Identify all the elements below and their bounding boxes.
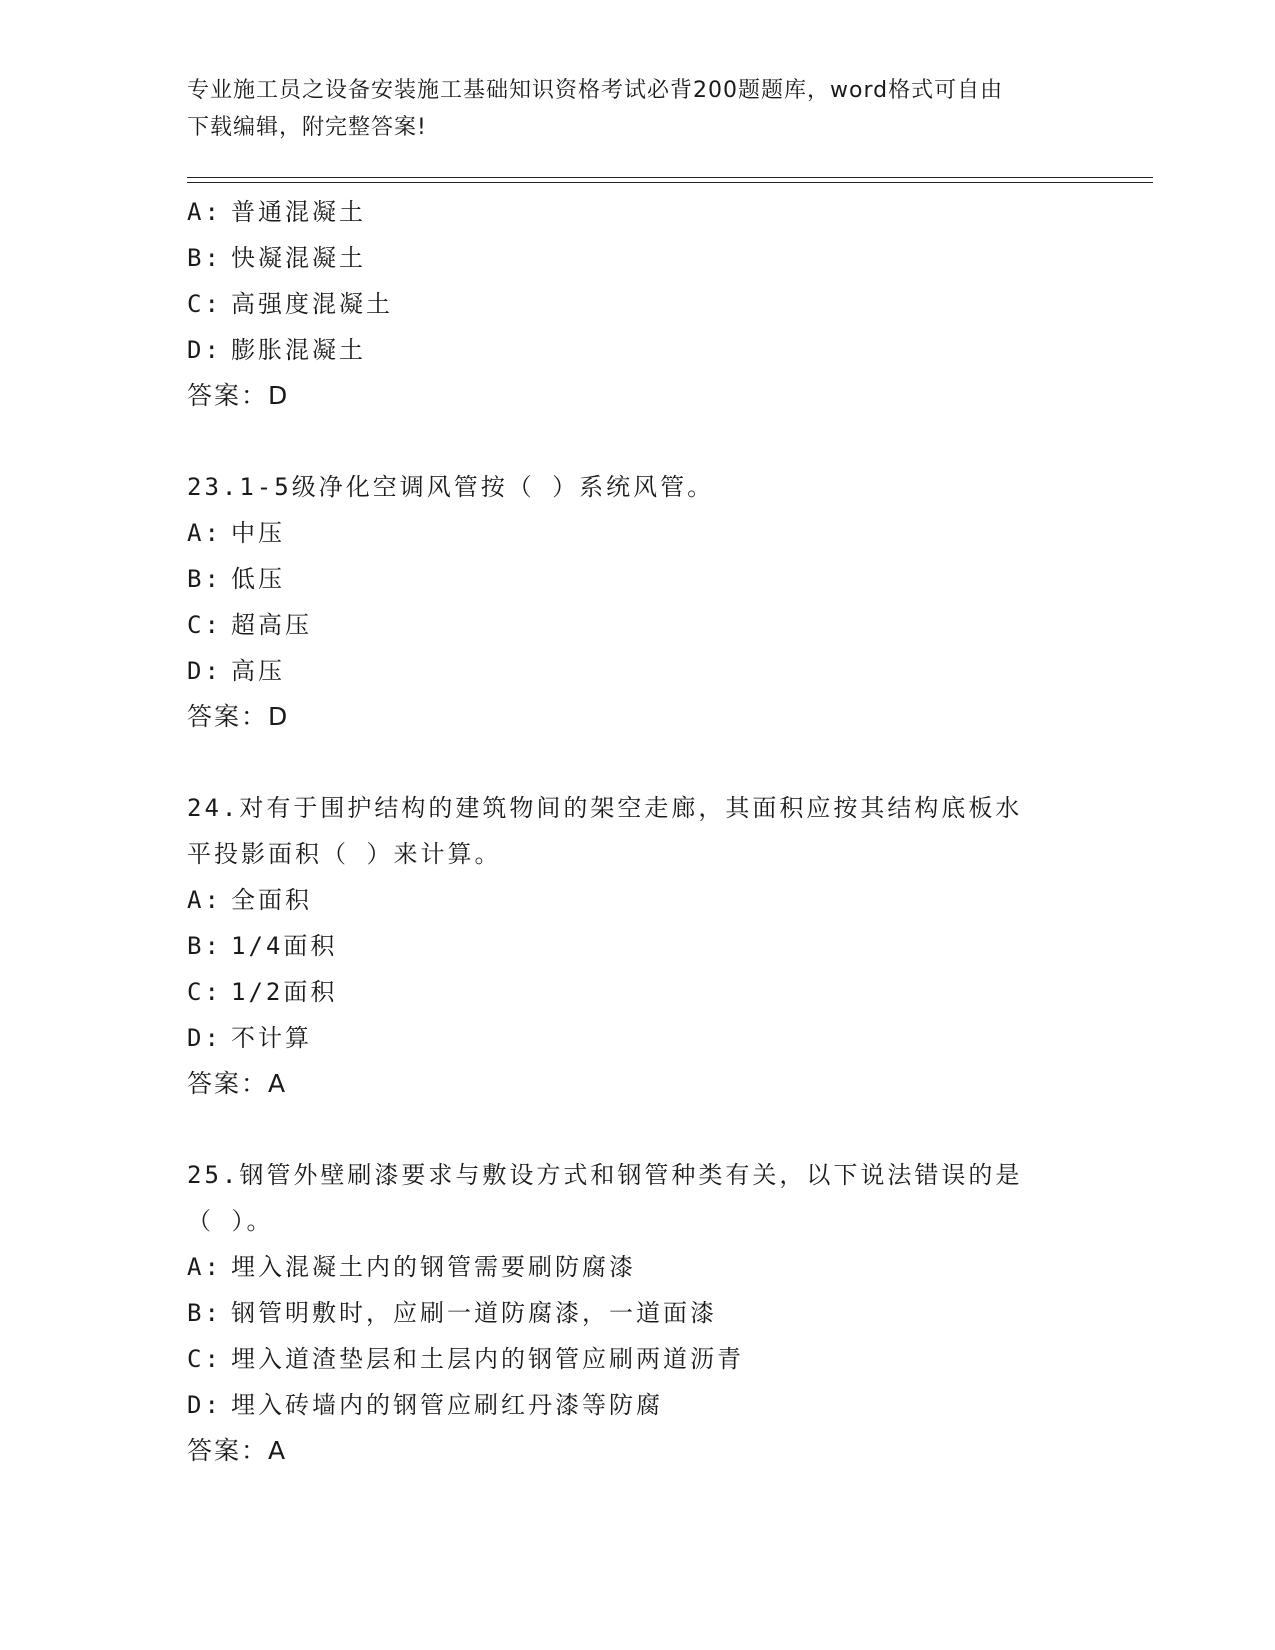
option-d: D: 高压 bbox=[187, 657, 285, 685]
spacer bbox=[187, 419, 1087, 464]
answer: 答案：D bbox=[187, 702, 290, 731]
header-divider-top bbox=[187, 177, 1153, 178]
option-d: D: 不计算 bbox=[187, 1024, 312, 1052]
question-text-line-2: （ ）。 bbox=[187, 1207, 274, 1235]
option-c: C: 埋入道渣垫层和土层内的钢管应刷两道沥青 bbox=[187, 1345, 744, 1373]
option-b: B: 低压 bbox=[187, 565, 285, 593]
option-a: A: 全面积 bbox=[187, 886, 312, 914]
option-d: D: 膨胀混凝土 bbox=[187, 336, 366, 364]
spacer bbox=[187, 1107, 1087, 1152]
question-25 bbox=[187, 1152, 1087, 1474]
question-text-line-1: 25.钢管外壁刷漆要求与敷设方式和钢管种类有关，以下说法错误的是 bbox=[187, 1161, 1023, 1189]
spacer bbox=[187, 740, 1087, 785]
question-text-line-1: 24.对有于围护结构的建筑物间的架空走廊，其面积应按其结构底板水 bbox=[187, 794, 1023, 822]
option-a: A: 普通混凝土 bbox=[187, 198, 366, 226]
header-divider-bottom bbox=[187, 182, 1153, 183]
question-22 bbox=[187, 189, 1087, 419]
option-d: D: 埋入砖墙内的钢管应刷红丹漆等防腐 bbox=[187, 1391, 663, 1419]
option-a: A: 中压 bbox=[187, 519, 285, 547]
answer: 答案：A bbox=[187, 1436, 288, 1465]
question-23 bbox=[187, 464, 1087, 740]
option-c: C: 超高压 bbox=[187, 611, 312, 639]
question-text: 23.1-5级净化空调风管按（ ）系统风管。 bbox=[187, 473, 715, 501]
option-b: B: 1/4面积 bbox=[187, 932, 338, 960]
option-b: B: 快凝混凝土 bbox=[187, 244, 366, 272]
answer: 答案：A bbox=[187, 1069, 288, 1098]
option-a: A: 埋入混凝土内的钢管需要刷防腐漆 bbox=[187, 1253, 636, 1281]
header-title-line-2: 下载编辑，附完整答案! bbox=[187, 115, 427, 140]
header-title-line-1: 专业施工员之设备安装施工基础知识资格考试必背200题题库，word格式可自由 bbox=[187, 78, 1004, 103]
option-c: C: 1/2面积 bbox=[187, 978, 338, 1006]
document-header bbox=[187, 72, 1087, 146]
question-text-line-2: 平投影面积（ ）来计算。 bbox=[187, 840, 502, 868]
question-list bbox=[187, 189, 1087, 1474]
option-c: C: 高强度混凝土 bbox=[187, 290, 393, 318]
option-b: B: 钢管明敷时，应刷一道防腐漆，一道面漆 bbox=[187, 1299, 717, 1327]
answer: 答案：D bbox=[187, 381, 290, 410]
question-24 bbox=[187, 785, 1087, 1107]
